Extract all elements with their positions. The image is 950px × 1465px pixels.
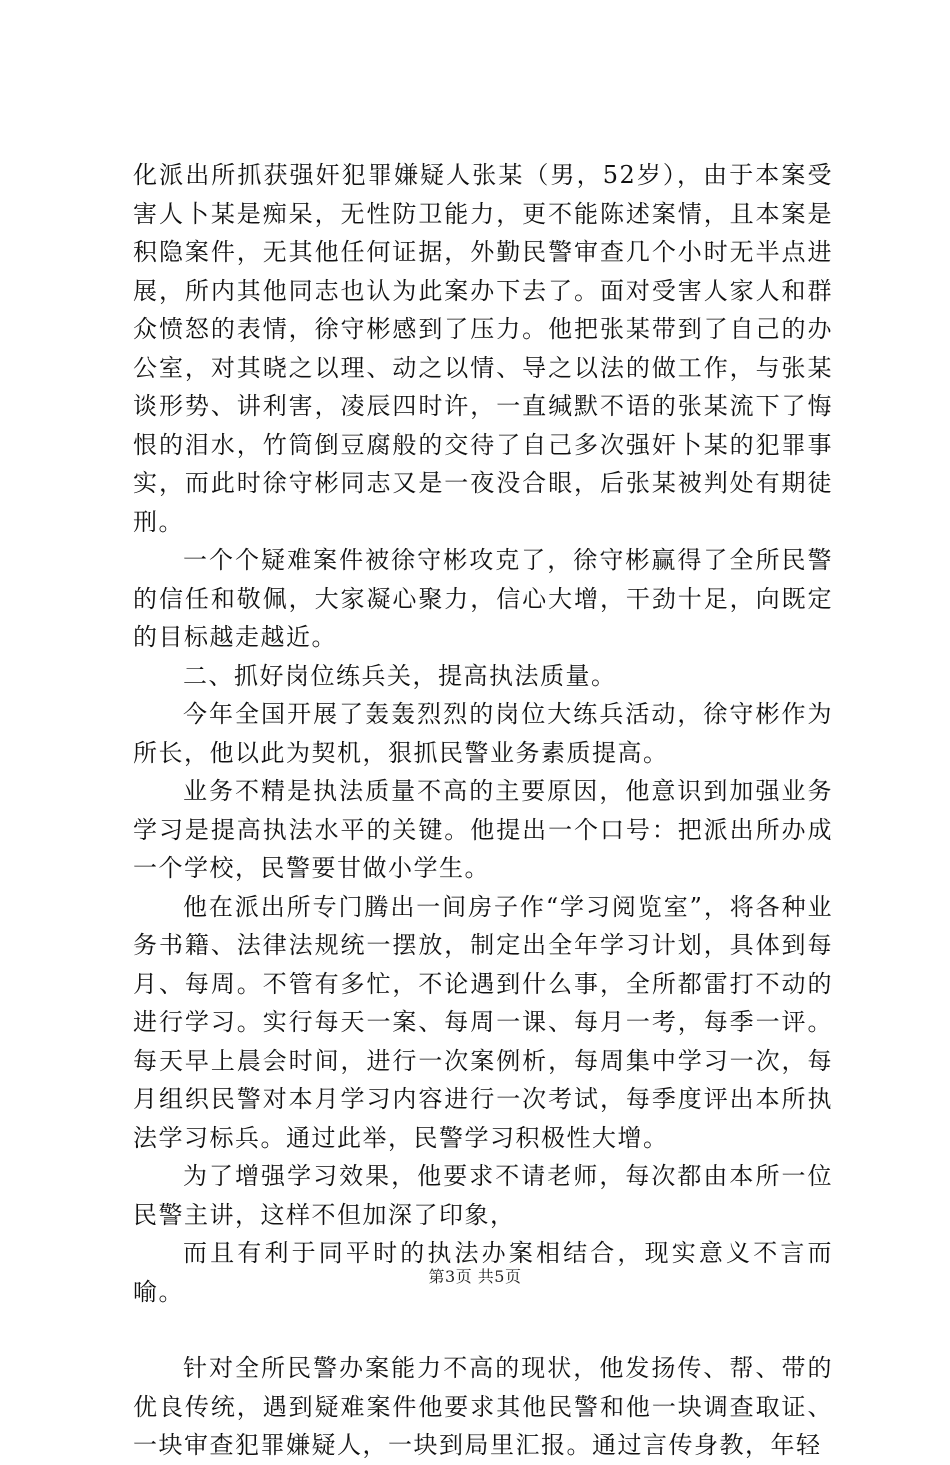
paragraph-trust-and-respect: 一个个疑难案件被徐守彬攻克了，徐守彬赢得了全所民警的信任和敬佩，大家凝心聚力，信心大增，干劲十足，向既定的目标越走越近。 xyxy=(133,546,833,651)
paragraph-practical-meaning: 而且有利于同平时的执法办案相结合，现实意义不言而喻。 xyxy=(133,1239,833,1306)
section-heading-training: 二、抓好岗位练兵关，提高执法质量。 xyxy=(183,661,617,690)
paragraph-case-continuation: 化派出所抓获强奸犯罪嫌疑人张某（男，52岁），由于本案受害人卜某是痴呆，无性防卫能力，更不能陈述案情，且本案是积隐案件，无其他任何证据，外勤民警审查几个小时无半点进展，所内其他同志也认为此案办下去了。面对受害人家人和群众愤怒的表情，徐守彬感到了压力。他把张某带到了自己的办公室，对其晓之以理、动之以情、导之以法的做工作，与张某谈形势、讲利害，凌辰四时许，一直缄默不语的张某流下了悔恨的泪水，竹筒倒豆腐般的交待了自己多次强奸卜某的犯罪事实，而此时徐守彬同志又是一夜没合眼，后张某被判处有期徒刑。 xyxy=(133,161,833,536)
page-number-footer: 第3页 共5页 xyxy=(428,1267,522,1286)
paragraph-reading-room: 他在派出所专门腾出一间房子作“学习阅览室”，将各种业务书籍、法律法规统一摆放，制定出全年学习计划，具体到每月、每周。不管有多忙，不论遇到什么事，全所都雷打不动的进行学习。实行每天一案、每周一课、每月一考，每季一评。每天早上晨会时间，进行一次案例析，每周集中学习一次，每月组织民警对本月学习内容进行一次考试，每季度评出本所执法学习标兵。通过此举，民警学习积极性大增。 xyxy=(133,892,833,1152)
paragraph-training-campaign: 今年全国开展了轰轰烈烈的岗位大练兵活动，徐守彬作为所长，他以此为契机，狠抓民警业务素质提高。 xyxy=(133,700,833,767)
paragraph-study-effect: 为了增强学习效果，他要求不请老师，每次都由本所一位民警主讲，这样不但加深了印象， xyxy=(133,1162,833,1229)
paragraph-study-importance: 业务不精是执法质量不高的主要原因，他意识到加强业务学习是提高执法水平的关键。他提出一个口号：把派出所办成一个学校，民警要甘做小学生。 xyxy=(133,777,833,882)
paragraph-mentoring: 针对全所民警办案能力不高的现状，他发扬传、帮、带的优良传统，遇到疑难案件他要求其他民警和他一块调查取证、一块审查犯罪嫌疑人，一块到局里汇报。通过言传身教，年轻 xyxy=(133,1354,833,1459)
